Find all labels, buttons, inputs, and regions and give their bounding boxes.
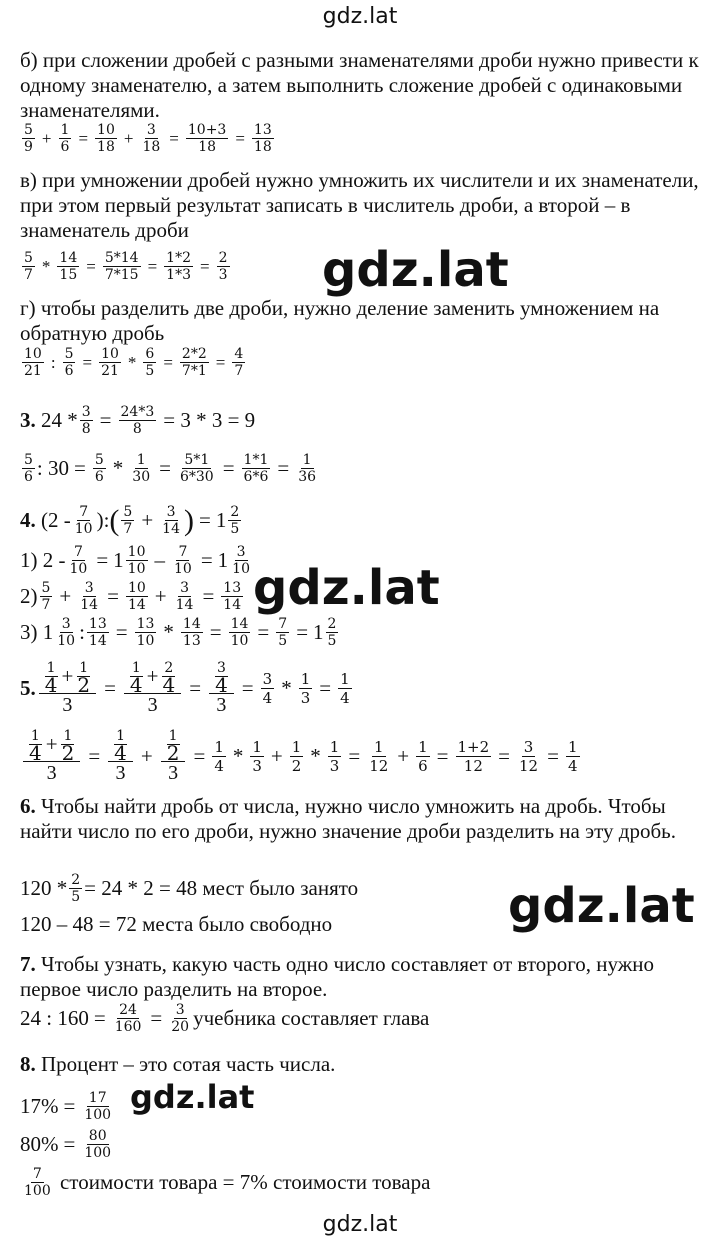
- equation-7: 24 : 160 = $\frac{24}{160}$ = $\frac{3}{20}$ учебника составляет глава: [20, 1002, 430, 1035]
- watermark-1: gdz.lat: [322, 242, 509, 298]
- equation-6a: 120 * $\frac{2}{5}$ = 24 * 2 = 48 мест было занято: [20, 872, 359, 905]
- equation-5a: 5. 1 4 + 1 2 3 = 1 4 + 2 4 3 = 3 4 3 = $\frac{3}{4}$ * $\frac{1}{3}$ = $\frac{1}{4}$: [20, 660, 350, 716]
- equation-b: 5 9 + $\frac{1}{6}$ = $\frac{10}{18}$ + $\frac{3}{18}$ = $\frac{10+3}{18}$ = $\frac{13}{18}$: [24, 122, 272, 155]
- task-number-4: 4.: [20, 508, 36, 532]
- paragraph-7-text: Чтобы узнать, какую часть одно число составляет от второго, нужно первое число разделить на второе.: [20, 952, 655, 1001]
- equation-g: 10 21 : $\frac{5}{6}$ = $\frac{10}{21}$ * $\frac{6}{5}$ = $\frac{2*2}{7*1}$ = $\frac{4}{7}$: [24, 346, 244, 379]
- task-number-5: 5.: [20, 676, 36, 700]
- equation-8a: 17% = $\frac{17}{100}$: [20, 1090, 112, 1123]
- equation-8c-text: стоимости товара = 7% стоимости товара: [59, 1170, 431, 1194]
- equation-8b: 80% = $\frac{80}{100}$: [20, 1128, 112, 1161]
- paragraph-b: б) при сложении дробей с разными знаменателями дроби нужно привести к одному знаменателю, а затем выполнить сложение дробей с одинаковыми знаменателями.: [20, 48, 699, 122]
- task-number-7: 7.: [20, 952, 36, 976]
- equation-3a: 3. 24 * $\frac{3}{8}$ = $\frac{24*3}{8}$ = 3 * 3 = 9: [20, 404, 256, 437]
- equation-4: 4. (2 - 7 10 ): ( 5 7 + $\frac{3}{14}$ ) = 1 $\frac{2}{5}$: [20, 503, 240, 537]
- watermark-2: gdz.lat: [253, 560, 440, 616]
- equation-3b: $\frac{5}{6}$ : 30 = $\frac{5}{6}$ * $\frac{1}{30}$ = $\frac{5*1}{6*30}$ = $\frac{1*1}{6*6}$ = $\frac{1}{36}$: [24, 452, 317, 485]
- paragraph-v: в) при умножении дробей нужно умножить их числители и их знаменатели, при этом первый результат записать в числитель дроби, а второй – в знаменатель дроби: [20, 168, 699, 242]
- watermark-bottom: gdz.lat: [322, 1212, 398, 1237]
- paragraph-8-text: Процент – это сотая часть числа.: [41, 1052, 336, 1076]
- equation-6b: 120 – 48 = 72 места было свободно: [20, 912, 333, 936]
- equation-4-step1: 1) 2 - $\frac{7}{10}$ = 1 $\frac{10}{10}$ – $\frac{7}{10}$ = 1 $\frac{3}{10}$: [20, 544, 250, 577]
- equation-8c: 7 100 стоимости товара = 7% стоимости товара: [24, 1166, 431, 1199]
- paragraph-6: [20, 794, 710, 844]
- paragraph-g: г) чтобы разделить две дроби, нужно деление заменить умножением на обратную дробь: [20, 296, 660, 345]
- equation-7-text: учебника составляет глава: [193, 1006, 430, 1030]
- task-number-8: 8.: [20, 1052, 36, 1076]
- equation-4-step3: 3) 1 3 10 : $\frac{13}{14}$ = $\frac{13}{10}$ * $\frac{14}{13}$ = $\frac{14}{10}$ = $\frac{7}{5}$ = 1 $\frac{2}{5}$: [20, 616, 337, 649]
- equation-5b: 1 4 + 1 2 3 = 1 4 3 + 1 2 3 = $\frac{1}{4}$ * 1 3 + $\frac{1}{2}$ * $\frac{1}{3}$ = $\frac{1}{12}$ + $\frac{1}{6}$ = $\frac{1+2}{12}$ = $\frac{3}{12}$ = $\frac{1}{4}$: [20, 728, 582, 785]
- equation-6a-text: = 24 * 2 = 48 мест было занято: [84, 876, 359, 900]
- equation-4-step2: 2) 5 7 + $\frac{3}{14}$ = $\frac{10}{14}$ + $\frac{3}{14}$ = $\frac{13}{14}$: [20, 580, 242, 613]
- equation-v: 5 7 * $\frac{14}{15}$ = $\frac{5*14}{7*15}$ = $\frac{1*2}{1*3}$ = $\frac{2}{3}$: [24, 250, 228, 283]
- watermark-top: gdz.lat: [322, 4, 398, 29]
- task-number-6: 6.: [20, 794, 36, 818]
- paragraph-6-text: Чтобы найти дробь от числа, нужно число умножить на дробь. Чтобы найти число по его дроби, нужно значение дроби разделить на эту дробь.: [20, 794, 676, 843]
- watermark-4: gdz.lat: [130, 1078, 255, 1116]
- paragraph-7: [20, 952, 710, 1002]
- watermark-3: gdz.lat: [508, 878, 695, 934]
- paragraph-8: [20, 1052, 710, 1077]
- task-number-3: 3.: [20, 408, 36, 432]
